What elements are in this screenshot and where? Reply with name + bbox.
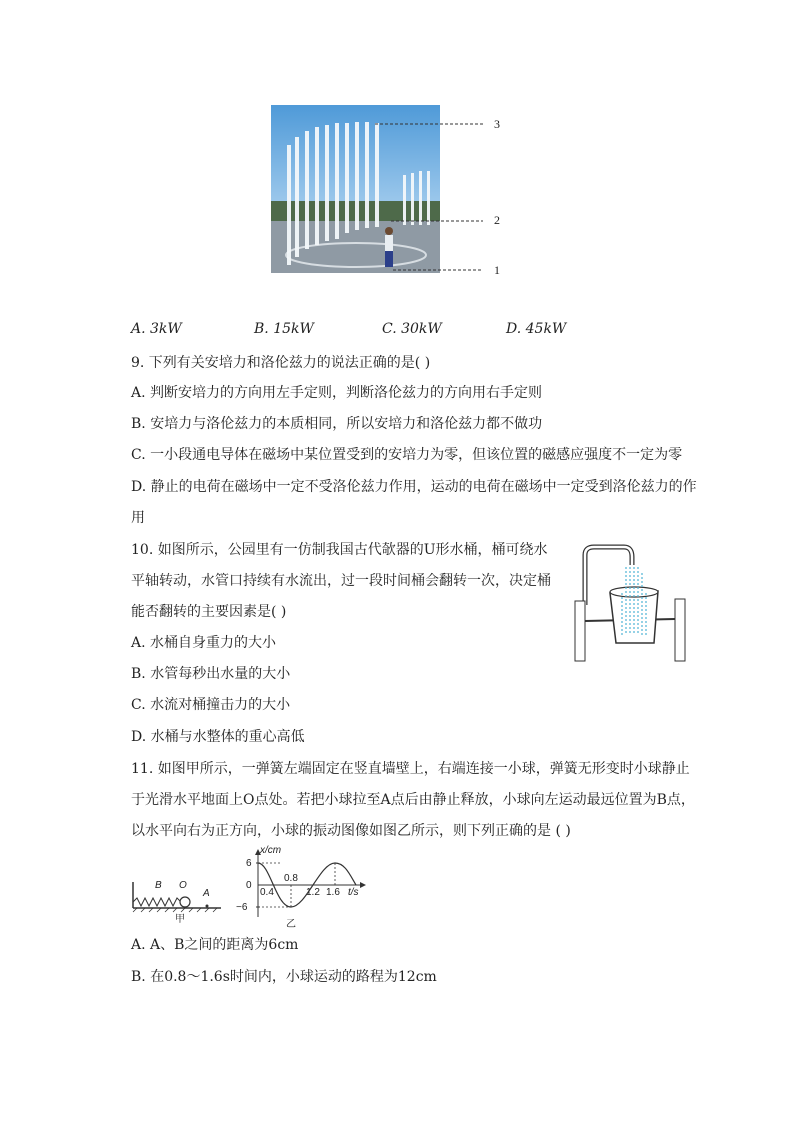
- q10-option-d[interactable]: D. 水桶与水整体的重心高低: [131, 729, 305, 745]
- q9-option-d[interactable]: D. 静止的电荷在磁场中一定不受洛伦兹力作用，运动的电荷在磁场中一定受到洛伦兹力的作: [131, 479, 697, 495]
- fountain-label-2: 2: [494, 213, 500, 227]
- q8-options: [131, 321, 671, 341]
- xt-ytick-6: 6: [246, 858, 252, 869]
- spring-label-a: A: [203, 888, 210, 899]
- q10-stem-line-2: 平轴转动，水管口持续有水流出，过一段时间桶会翻转一次，决定桶: [131, 573, 551, 589]
- q10-option-c[interactable]: C. 水流对桶撞击力的大小: [131, 697, 291, 713]
- fountain-label-1: 1: [494, 263, 500, 277]
- q9-stem: 9. 下列有关安培力和洛伦兹力的说法正确的是( ): [131, 355, 431, 371]
- q9-option-a[interactable]: A. 判断安培力的方向用左手定则，判断洛伦兹力的方向用右手定则: [131, 385, 543, 401]
- xt-ytick-neg6: −6: [236, 902, 248, 913]
- q11-stem-line-1: 11. 如图甲所示，一弹簧左端固定在竖直墙壁上，右端连接一小球，弹簧无形变时小球静止: [131, 761, 690, 777]
- fountain-photo: [271, 105, 499, 275]
- q11-stem-line-2: 于光滑水平地面上O点处。若把小球拉至A点后由静止释放，小球向左运动最远位置为B点，: [131, 792, 695, 808]
- q9-option-b[interactable]: B. 安培力与洛伦兹力的本质相同，所以安培力和洛伦兹力都不做功: [131, 416, 543, 432]
- xt-xlabel: t/s: [348, 887, 359, 898]
- q8-option-d[interactable]: D. 45kW: [506, 321, 567, 337]
- spring-label-o: O: [179, 880, 187, 891]
- q10-stem-line-3: 能否翻转的主要因素是( ): [131, 604, 287, 620]
- q10-option-a[interactable]: A. 水桶自身重力的大小: [131, 635, 277, 651]
- q8-option-b[interactable]: B. 15kW: [254, 321, 314, 337]
- q11-option-b[interactable]: B. 在0.8～1.6s时间内，小球运动的路程为12cm: [131, 969, 437, 985]
- xt-xtick-0.8: 0.8: [284, 873, 298, 884]
- xt-xtick-1.6: 1.6: [326, 887, 340, 898]
- spring-caption: 甲: [175, 914, 185, 925]
- spring-label-b: B: [155, 880, 162, 891]
- spring-figure: [131, 878, 226, 925]
- xt-xtick-0.4: 0.4: [260, 887, 274, 898]
- xt-caption: 乙: [286, 919, 296, 930]
- xt-ylabel: x/cm: [260, 845, 282, 856]
- fountain-figure: [271, 105, 499, 275]
- q9-option-c[interactable]: C. 一小段通电导体在磁场中某位置受到的安培力为零，但该位置的磁感应强度不一定为零: [131, 447, 683, 463]
- bucket-figure: [572, 543, 692, 663]
- xt-graph: [230, 845, 370, 933]
- q8-option-c[interactable]: C. 30kW: [382, 321, 442, 337]
- q11-option-a[interactable]: A. A、B之间的距离为6cm: [131, 937, 299, 953]
- xt-xtick-1.2: 1.2: [306, 887, 320, 898]
- xt-ytick-0: 0: [246, 880, 252, 891]
- bucket-drawing: [572, 543, 692, 663]
- q11-stem-line-3: 以水平向右为正方向，小球的振动图像如图乙所示，则下列正确的是 ( ): [131, 823, 571, 839]
- q10-stem-line-1: 10. 如图所示，公园里有一仿制我国古代欹器的U形水桶，桶可绕水: [131, 542, 548, 558]
- q8-option-a[interactable]: A. 3kW: [131, 321, 182, 337]
- q10-option-b[interactable]: B. 水管每秒出水量的大小: [131, 666, 291, 682]
- q9-option-d-cont: 用: [131, 510, 145, 526]
- fountain-label-3: 3: [494, 117, 500, 131]
